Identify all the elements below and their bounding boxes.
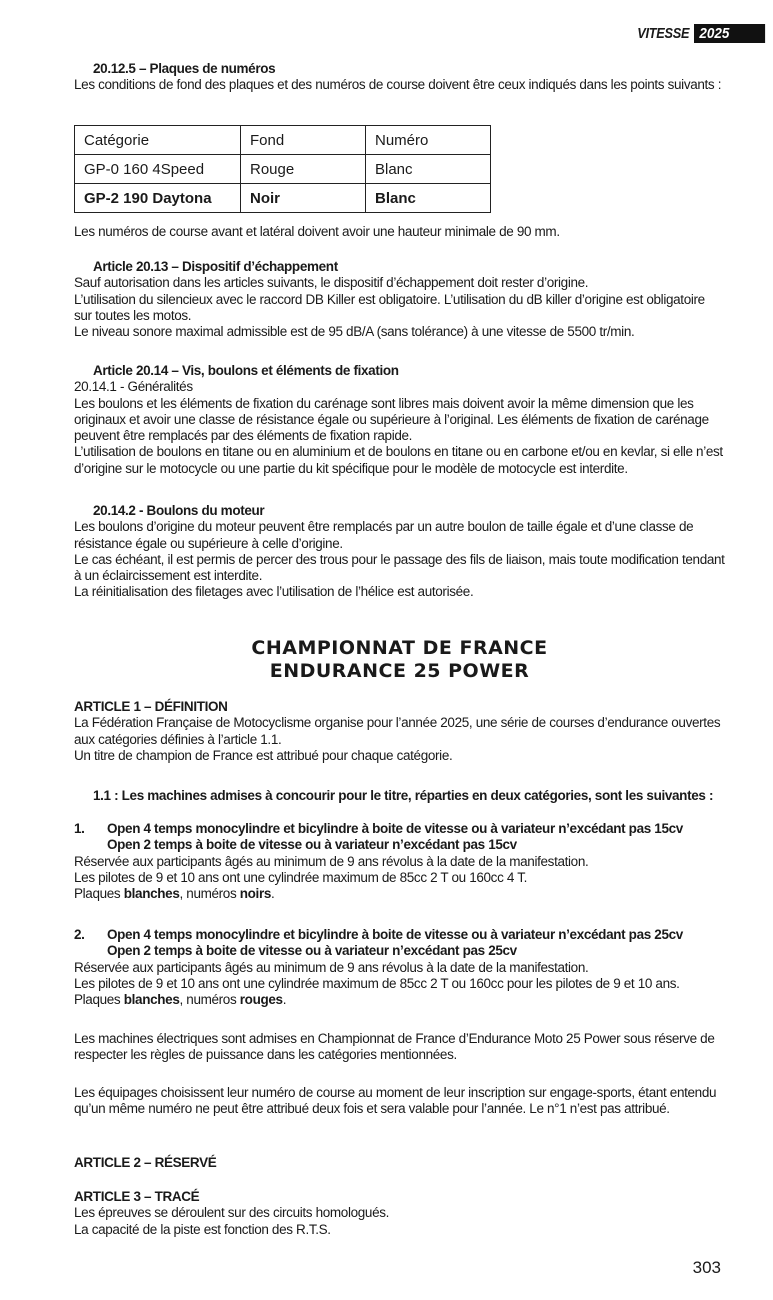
paragraph: L’utilisation de boulons en titane ou en aluminium et de boulons en titane ou en carbone et/ou en kevlar, si elle n’est d’origine sur le motocycle ou une partie du kit spécifique pour le modèle de motocycle est interdite. — [74, 444, 723, 476]
paragraph: Réservée aux participants âgés au minimum de 9 ans révolus à la date de la manifestation. — [74, 853, 589, 869]
list-number: 1. — [74, 821, 85, 836]
section-heading: ARTICLE 1 – DÉFINITION — [74, 699, 228, 714]
article-2 — [74, 1155, 725, 1171]
paragraph: Les conditions de fond des plaques et des numéros de course doivent être ceux indiqués dans les points suivants : — [74, 77, 722, 93]
numbers-note — [74, 1085, 725, 1118]
list-item — [74, 821, 725, 854]
section-1-1 — [74, 788, 725, 804]
paragraph: Le cas échéant, il est permis de percer des trous pour le passage des fils de liaison, mais toute modification tendant à un éclaircissement est interdite. — [74, 551, 725, 584]
subheading: 20.14.1 - Généralités — [74, 379, 193, 395]
paragraph: Les pilotes de 9 et 10 ans ont une cylindrée maximum de 85cc 2 T ou 160cc 4 T. — [74, 869, 527, 885]
paragraph: L’utilisation du silencieux avec le raccord DB Killer est obligatoire. L’utilisation du dB killer d’origine est obligatoire sur toutes les motos. — [74, 291, 705, 323]
running-header — [628, 23, 773, 43]
table-cell: GP-2 190 Daytona — [75, 184, 241, 213]
section-heading: Article 20.14 – Vis, boulons et éléments de fixation — [93, 363, 399, 378]
category-line: Open 4 temps monocylindre et bicylindre à boite de vitesse ou à variateur n’excédant pas 25cv — [107, 927, 683, 942]
table-cell: Blanc — [366, 184, 491, 213]
plates-table — [74, 125, 491, 213]
category-2 — [74, 927, 725, 1008]
section-heading: 1.1 : Les machines admises à concourir pour le titre, réparties en deux catégories, sont les suivantes : — [93, 788, 714, 803]
title-line-1: CHAMPIONNAT DE FRANCE — [251, 637, 548, 659]
paragraph: La Fédération Française de Motocyclisme organise pour l’année 2025, une série de courses d’endurance ouvertes aux catégories définies à l’article 1.1. — [74, 715, 721, 747]
plates-line: Plaques blanches, numéros noirs. — [74, 886, 275, 902]
electric-note — [74, 1031, 725, 1064]
plates-line: Plaques blanches, numéros rouges. — [74, 992, 287, 1008]
table-row — [75, 155, 491, 184]
paragraph: Les numéros de course avant et latéral doivent avoir une hauteur minimale de 90 mm. — [74, 224, 560, 239]
paragraph: La capacité de la piste est fonction des R.T.S. — [74, 1221, 331, 1237]
table-cell: Numéro — [366, 126, 491, 155]
section-heading: 20.14.2 - Boulons du moteur — [93, 503, 265, 518]
article-20-13 — [74, 259, 725, 340]
section-heading: 20.12.5 – Plaques de numéros — [93, 61, 276, 76]
table-header-row — [75, 126, 491, 155]
header-year: 2025 — [694, 24, 765, 43]
table-cell: Fond — [241, 126, 366, 155]
plates-table-wrap — [74, 125, 725, 213]
page-number: 303 — [692, 1258, 721, 1277]
table-cell: Blanc — [366, 155, 491, 184]
article-1 — [74, 699, 725, 764]
table-cell: Catégorie — [75, 126, 241, 155]
category-1 — [74, 821, 725, 902]
header-title: VITESSE — [637, 24, 690, 42]
paragraph: Les boulons et les éléments de fixation du carénage sont libres mais doivent avoir la même dimension que les originaux et avoir une classe de résistance égale ou supérieure à l’original. Les éléments de fixation de carénage peuvent être remplacés par des éléments de fixation rapide. — [74, 395, 709, 444]
category-line: Open 4 temps monocylindre et bicylindre à boite de vitesse ou à variateur n’excédant pas 15cv — [107, 821, 683, 836]
paragraph: Les boulons d’origine du moteur peuvent être remplacés par un autre boulon de taille égale et d’une classe de résistance égale ou supérieure à celle d’origine. — [74, 519, 694, 551]
paragraph: La réinitialisation des filetages avec l’utilisation de l’hélice est autorisée. — [74, 584, 474, 600]
paragraph: Le niveau sonore maximal admissible est de 95 dB/A (sans tolérance) à une vitesse de 5500 tr/min. — [74, 324, 635, 340]
section-20-12-5 — [74, 61, 725, 94]
section-heading: Article 20.13 – Dispositif d’échappement — [93, 259, 338, 274]
section-20-14-2 — [74, 503, 725, 601]
section-heading: ARTICLE 2 – RÉSERVÉ — [74, 1155, 217, 1170]
paragraph: Les équipages choisissent leur numéro de course au moment de leur inscription sur engage-sports, étant entendu qu’un même numéro ne peut être attribué deux fois et sera valable pour l’année. Le n°1 n’est pas attribué. — [74, 1085, 717, 1117]
paragraph: Les épreuves se déroulent sur des circuits homologués. — [74, 1205, 390, 1221]
table-cell: GP-0 160 4Speed — [75, 155, 241, 184]
championship-title — [74, 637, 725, 683]
paragraph: Sauf autorisation dans les articles suivants, le dispositif d’échappement doit rester d’origine. — [74, 275, 589, 291]
category-line: Open 2 temps à boite de vitesse ou à variateur n’excédant pas 25cv — [107, 943, 517, 959]
section-heading: ARTICLE 3 – TRACÉ — [74, 1189, 200, 1204]
list-item — [74, 927, 725, 960]
article-3 — [74, 1189, 725, 1238]
table-cell: Noir — [241, 184, 366, 213]
title-line-2: ENDURANCE 25 POWER — [269, 660, 530, 682]
paragraph: Les machines électriques sont admises en Championnat de France d’Endurance Moto 25 Power sous réserve de respecter les règles de puissance dans les catégories mentionnées. — [74, 1031, 715, 1063]
list-number: 2. — [74, 927, 85, 942]
paragraph: Un titre de champion de France est attribué pour chaque catégorie. — [74, 747, 453, 763]
plates-note — [74, 224, 725, 240]
table-row — [75, 184, 491, 213]
category-line: Open 2 temps à boite de vitesse ou à variateur n’excédant pas 15cv — [107, 837, 517, 853]
paragraph: Les pilotes de 9 et 10 ans ont une cylindrée maximum de 85cc 2 T ou 160cc pour les pilotes de 9 et 10 ans. — [74, 975, 680, 991]
paragraph: Réservée aux participants âgés au minimum de 9 ans révolus à la date de la manifestation. — [74, 959, 589, 975]
table-cell: Rouge — [241, 155, 366, 184]
article-20-14 — [74, 363, 725, 477]
